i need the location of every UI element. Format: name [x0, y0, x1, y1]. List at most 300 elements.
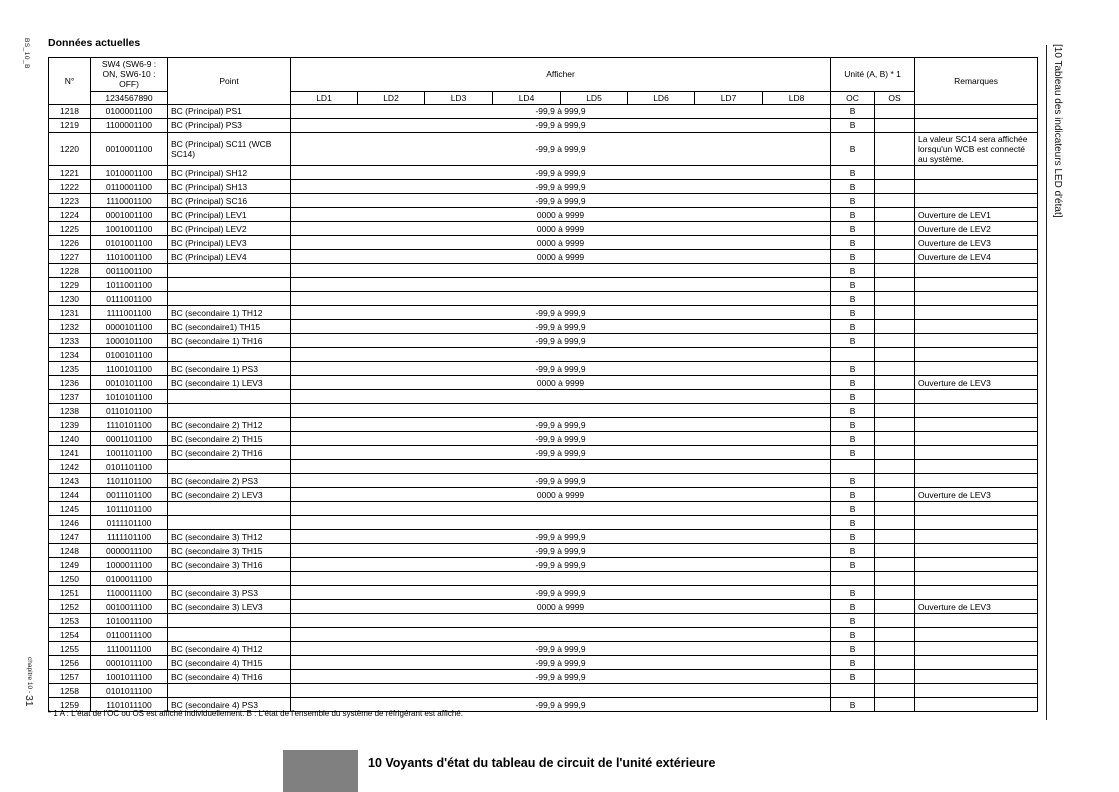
row-remarques	[915, 586, 1038, 600]
row-display-range: -99,9 à 999,9	[291, 474, 831, 488]
row-display-range: -99,9 à 999,9	[291, 544, 831, 558]
row-point: BC (secondaire 1) PS3	[168, 362, 291, 376]
row-display-range	[291, 264, 831, 278]
col-header-os: OS	[875, 91, 915, 104]
row-sw4-code: 1001011100	[91, 670, 168, 684]
table-row	[49, 194, 1038, 208]
row-unit-os	[875, 586, 915, 600]
row-point: BC (secondaire 1) LEV3	[168, 376, 291, 390]
col-header-unite: Unité (A, B) * 1	[831, 58, 915, 92]
row-remarques	[915, 390, 1038, 404]
table-row	[49, 362, 1038, 376]
row-number: 1244	[49, 488, 91, 502]
footer-heading: 10 Voyants d'état du tableau de circuit de l'unité extérieure	[368, 756, 716, 770]
row-unit-oc: B	[831, 558, 875, 572]
row-number: 1245	[49, 502, 91, 516]
row-unit-os	[875, 488, 915, 502]
row-sw4-code: 1110101100	[91, 418, 168, 432]
table-row	[49, 292, 1038, 306]
row-point: BC (secondaire 4) TH16	[168, 670, 291, 684]
row-display-range: 0000 à 9999	[291, 600, 831, 614]
row-unit-oc: B	[831, 118, 875, 132]
row-unit-oc: B	[831, 390, 875, 404]
row-sw4-code: 0000011100	[91, 544, 168, 558]
row-sw4-code: 0101011100	[91, 684, 168, 698]
row-point: BC (secondaire 3) TH15	[168, 544, 291, 558]
row-unit-oc: B	[831, 670, 875, 684]
row-unit-oc: B	[831, 628, 875, 642]
row-display-range: -99,9 à 999,9	[291, 166, 831, 180]
row-display-range: -99,9 à 999,9	[291, 446, 831, 460]
row-remarques	[915, 572, 1038, 586]
row-sw4-code: 1010101100	[91, 390, 168, 404]
row-sw4-code: 1010001100	[91, 166, 168, 180]
row-number: 1231	[49, 306, 91, 320]
row-sw4-code: 0010011100	[91, 600, 168, 614]
row-unit-oc: B	[831, 530, 875, 544]
row-unit-oc	[831, 572, 875, 586]
row-remarques	[915, 292, 1038, 306]
table-row	[49, 222, 1038, 236]
table-row	[49, 278, 1038, 292]
col-header-remarques: Remarques	[915, 58, 1038, 105]
table-row	[49, 446, 1038, 460]
row-sw4-code: 1000011100	[91, 558, 168, 572]
row-display-range: -99,9 à 999,9	[291, 530, 831, 544]
row-remarques	[915, 656, 1038, 670]
row-point: BC (secondaire 1) TH12	[168, 306, 291, 320]
row-point: BC (Principal) PS3	[168, 118, 291, 132]
row-display-range	[291, 572, 831, 586]
row-sw4-code: 0100011100	[91, 572, 168, 586]
row-display-range	[291, 404, 831, 418]
row-display-range: -99,9 à 999,9	[291, 642, 831, 656]
row-unit-oc: B	[831, 166, 875, 180]
row-display-range: 0000 à 9999	[291, 208, 831, 222]
row-unit-os	[875, 446, 915, 460]
table-row	[49, 684, 1038, 698]
row-sw4-code: 0100001100	[91, 104, 168, 118]
row-display-range: 0000 à 9999	[291, 250, 831, 264]
row-sw4-code: 0011001100	[91, 264, 168, 278]
col-header-ld6: LD6	[628, 91, 695, 104]
row-number: 1251	[49, 586, 91, 600]
row-display-range: -99,9 à 999,9	[291, 432, 831, 446]
row-remarques	[915, 614, 1038, 628]
row-sw4-code: 0110011100	[91, 628, 168, 642]
col-header-ld8: LD8	[763, 91, 831, 104]
row-sw4-code: 1001101100	[91, 446, 168, 460]
row-unit-oc: B	[831, 698, 875, 712]
row-unit-oc	[831, 348, 875, 362]
row-unit-oc: B	[831, 502, 875, 516]
row-point: BC (Principal) SC16	[168, 194, 291, 208]
row-point	[168, 572, 291, 586]
row-sw4-code: 1010011100	[91, 614, 168, 628]
row-unit-os	[875, 376, 915, 390]
row-point	[168, 404, 291, 418]
row-number: 1225	[49, 222, 91, 236]
row-remarques	[915, 320, 1038, 334]
row-remarques	[915, 460, 1038, 474]
row-sw4-code: 0101001100	[91, 236, 168, 250]
row-unit-os	[875, 250, 915, 264]
row-remarques	[915, 418, 1038, 432]
col-header-point: Point	[168, 58, 291, 105]
row-unit-oc	[831, 460, 875, 474]
row-remarques	[915, 194, 1038, 208]
table-row	[49, 586, 1038, 600]
row-display-range	[291, 460, 831, 474]
table-row	[49, 334, 1038, 348]
table-row	[49, 404, 1038, 418]
row-remarques: Ouverture de LEV3	[915, 600, 1038, 614]
row-point: BC (Principal) SH13	[168, 180, 291, 194]
table-row	[49, 166, 1038, 180]
table-row	[49, 614, 1038, 628]
row-unit-oc: B	[831, 614, 875, 628]
row-number: 1219	[49, 118, 91, 132]
row-number: 1237	[49, 390, 91, 404]
row-number: 1243	[49, 474, 91, 488]
chapter-label: chapitre 10 -	[26, 657, 33, 695]
table-row	[49, 502, 1038, 516]
row-point: BC (secondaire 2) TH16	[168, 446, 291, 460]
row-sw4-code: 0011101100	[91, 488, 168, 502]
row-unit-oc: B	[831, 264, 875, 278]
table-row	[49, 558, 1038, 572]
col-header-ld5: LD5	[561, 91, 628, 104]
row-unit-os	[875, 390, 915, 404]
row-point	[168, 348, 291, 362]
row-point: BC (Principal) LEV2	[168, 222, 291, 236]
row-number: 1249	[49, 558, 91, 572]
row-point	[168, 460, 291, 474]
row-display-range: -99,9 à 999,9	[291, 118, 831, 132]
row-unit-oc: B	[831, 334, 875, 348]
row-number: 1234	[49, 348, 91, 362]
table-row	[49, 460, 1038, 474]
row-remarques	[915, 306, 1038, 320]
row-display-range	[291, 516, 831, 530]
row-unit-oc: B	[831, 278, 875, 292]
row-unit-os	[875, 670, 915, 684]
row-point: BC (secondaire 3) TH12	[168, 530, 291, 544]
row-unit-os	[875, 614, 915, 628]
row-number: 1229	[49, 278, 91, 292]
section-title: Données actuelles	[48, 37, 141, 49]
row-remarques	[915, 642, 1038, 656]
row-display-range	[291, 278, 831, 292]
row-unit-os	[875, 404, 915, 418]
row-sw4-code: 1111001100	[91, 306, 168, 320]
table-row	[49, 118, 1038, 132]
row-number: 1250	[49, 572, 91, 586]
row-point	[168, 628, 291, 642]
row-sw4-code: 1100011100	[91, 586, 168, 600]
row-remarques	[915, 166, 1038, 180]
row-remarques	[915, 544, 1038, 558]
row-sw4-code: 1011101100	[91, 502, 168, 516]
row-unit-oc: B	[831, 656, 875, 670]
row-number: 1235	[49, 362, 91, 376]
row-remarques	[915, 118, 1038, 132]
row-number: 1254	[49, 628, 91, 642]
table-row	[49, 432, 1038, 446]
row-display-range: -99,9 à 999,9	[291, 586, 831, 600]
row-display-range: -99,9 à 999,9	[291, 698, 831, 712]
row-number: 1246	[49, 516, 91, 530]
row-display-range: -99,9 à 999,9	[291, 132, 831, 166]
row-display-range: -99,9 à 999,9	[291, 306, 831, 320]
col-header-ld4: LD4	[493, 91, 561, 104]
led-status-table	[48, 57, 1038, 712]
row-remarques	[915, 628, 1038, 642]
row-point: BC (Principal) LEV1	[168, 208, 291, 222]
row-unit-oc: B	[831, 488, 875, 502]
row-unit-os	[875, 118, 915, 132]
row-unit-os	[875, 544, 915, 558]
row-display-range: 0000 à 9999	[291, 376, 831, 390]
row-unit-oc	[831, 684, 875, 698]
row-display-range: -99,9 à 999,9	[291, 418, 831, 432]
row-unit-os	[875, 208, 915, 222]
row-unit-os	[875, 656, 915, 670]
table-row	[49, 670, 1038, 684]
row-display-range: -99,9 à 999,9	[291, 194, 831, 208]
row-point: BC (secondaire 2) TH12	[168, 418, 291, 432]
table-row	[49, 306, 1038, 320]
row-unit-os	[875, 348, 915, 362]
row-sw4-code: 0001001100	[91, 208, 168, 222]
row-unit-oc: B	[831, 208, 875, 222]
row-unit-os	[875, 600, 915, 614]
row-sw4-code: 0110001100	[91, 180, 168, 194]
col-header-afficher: Afficher	[291, 58, 831, 92]
table-row	[49, 474, 1038, 488]
row-number: 1259	[49, 698, 91, 712]
row-sw4-code: 0110101100	[91, 404, 168, 418]
row-number: 1222	[49, 180, 91, 194]
row-sw4-code: 1111101100	[91, 530, 168, 544]
row-point	[168, 390, 291, 404]
row-point	[168, 264, 291, 278]
row-unit-os	[875, 418, 915, 432]
row-sw4-code: 0001101100	[91, 432, 168, 446]
col-header-ld1: LD1	[291, 91, 358, 104]
row-point	[168, 502, 291, 516]
row-remarques	[915, 698, 1038, 712]
row-unit-oc: B	[831, 404, 875, 418]
row-sw4-code: 0100101100	[91, 348, 168, 362]
row-number: 1218	[49, 104, 91, 118]
row-unit-oc: B	[831, 104, 875, 118]
row-display-range	[291, 684, 831, 698]
row-unit-os	[875, 698, 915, 712]
row-unit-os	[875, 222, 915, 236]
row-unit-os	[875, 180, 915, 194]
table-row	[49, 250, 1038, 264]
row-unit-oc: B	[831, 474, 875, 488]
row-display-range	[291, 628, 831, 642]
row-point: BC (secondaire 4) PS3	[168, 698, 291, 712]
row-sw4-code: 0010101100	[91, 376, 168, 390]
row-number: 1221	[49, 166, 91, 180]
row-unit-oc: B	[831, 194, 875, 208]
row-point: BC (secondaire 3) TH16	[168, 558, 291, 572]
row-sw4-code: 0101101100	[91, 460, 168, 474]
row-display-range: -99,9 à 999,9	[291, 670, 831, 684]
row-display-range: 0000 à 9999	[291, 488, 831, 502]
row-number: 1256	[49, 656, 91, 670]
row-sw4-code: 1110001100	[91, 194, 168, 208]
row-unit-os	[875, 194, 915, 208]
table-row	[49, 656, 1038, 670]
row-unit-oc: B	[831, 446, 875, 460]
row-unit-os	[875, 236, 915, 250]
row-remarques: Ouverture de LEV1	[915, 208, 1038, 222]
row-number: 1227	[49, 250, 91, 264]
row-point: BC (secondaire 2) PS3	[168, 474, 291, 488]
row-display-range: 0000 à 9999	[291, 222, 831, 236]
row-sw4-code: 1011001100	[91, 278, 168, 292]
table-row	[49, 390, 1038, 404]
table-row	[49, 544, 1038, 558]
row-number: 1223	[49, 194, 91, 208]
row-remarques	[915, 278, 1038, 292]
row-number: 1228	[49, 264, 91, 278]
row-sw4-code: 1100101100	[91, 362, 168, 376]
row-point	[168, 292, 291, 306]
row-point	[168, 278, 291, 292]
row-display-range	[291, 348, 831, 362]
margin-label-section: [10 Tableau des indicateurs LED d'état]	[1052, 44, 1063, 218]
row-unit-os	[875, 460, 915, 474]
row-remarques: Ouverture de LEV4	[915, 250, 1038, 264]
table-row	[49, 132, 1038, 166]
row-point: BC (secondaire 3) LEV3	[168, 600, 291, 614]
row-unit-os	[875, 684, 915, 698]
col-header-ld3: LD3	[425, 91, 493, 104]
row-sw4-code: 0000101100	[91, 320, 168, 334]
row-display-range: -99,9 à 999,9	[291, 558, 831, 572]
table-row	[49, 320, 1038, 334]
row-number: 1232	[49, 320, 91, 334]
row-unit-os	[875, 306, 915, 320]
row-number: 1253	[49, 614, 91, 628]
col-header-oc: OC	[831, 91, 875, 104]
row-number: 1236	[49, 376, 91, 390]
col-header-ld7: LD7	[695, 91, 763, 104]
row-unit-os	[875, 278, 915, 292]
table-row	[49, 600, 1038, 614]
col-header-sw4-digits: 1234567890	[91, 91, 168, 104]
row-unit-os	[875, 264, 915, 278]
row-unit-oc: B	[831, 250, 875, 264]
row-point: BC (secondaire 3) PS3	[168, 586, 291, 600]
row-remarques	[915, 502, 1038, 516]
right-margin-rule	[1046, 45, 1047, 720]
margin-label-doc-code: BS_10_B	[23, 38, 30, 69]
row-sw4-code: 1110011100	[91, 642, 168, 656]
row-point: BC (secondaire 4) TH15	[168, 656, 291, 670]
row-unit-oc: B	[831, 222, 875, 236]
col-header-num: N°	[49, 58, 91, 105]
row-remarques	[915, 474, 1038, 488]
row-unit-oc: B	[831, 516, 875, 530]
row-remarques	[915, 348, 1038, 362]
table-row	[49, 488, 1038, 502]
table-row	[49, 642, 1038, 656]
row-point: BC (Principal) PS1	[168, 104, 291, 118]
row-remarques	[915, 684, 1038, 698]
table-row	[49, 208, 1038, 222]
table-row	[49, 376, 1038, 390]
row-remarques	[915, 432, 1038, 446]
table-row	[49, 516, 1038, 530]
row-unit-oc: B	[831, 642, 875, 656]
row-unit-os	[875, 516, 915, 530]
row-point: BC (secondaire 2) LEV3	[168, 488, 291, 502]
row-remarques: Ouverture de LEV3	[915, 376, 1038, 390]
row-remarques	[915, 180, 1038, 194]
col-header-sw4: SW4 (SW6-9 : ON, SW6-10 : OFF)	[91, 58, 168, 92]
row-unit-os	[875, 166, 915, 180]
row-point: BC (secondaire 2) TH15	[168, 432, 291, 446]
row-unit-os	[875, 502, 915, 516]
row-sw4-code: 0111101100	[91, 516, 168, 530]
row-display-range: -99,9 à 999,9	[291, 104, 831, 118]
row-display-range	[291, 292, 831, 306]
row-display-range	[291, 390, 831, 404]
page-number: 31	[23, 694, 35, 707]
row-number: 1233	[49, 334, 91, 348]
row-remarques	[915, 404, 1038, 418]
row-point: BC (secondaire1) TH15	[168, 320, 291, 334]
row-sw4-code: 0001011100	[91, 656, 168, 670]
row-display-range	[291, 502, 831, 516]
row-display-range	[291, 614, 831, 628]
row-number: 1238	[49, 404, 91, 418]
footer-gray-box	[283, 750, 358, 792]
footnote: * 1 A : L'état de l'OC ou OS est affiché individuellement. B : L'état de l'ensemble du système de réfrigérant est affiché.	[48, 709, 463, 718]
row-remarques	[915, 670, 1038, 684]
table-row	[49, 104, 1038, 118]
row-point: BC (secondaire 4) TH12	[168, 642, 291, 656]
row-unit-oc: B	[831, 292, 875, 306]
table-body	[49, 104, 1038, 712]
row-sw4-code: 1101001100	[91, 250, 168, 264]
row-unit-os	[875, 572, 915, 586]
row-unit-oc: B	[831, 418, 875, 432]
row-remarques: Ouverture de LEV3	[915, 488, 1038, 502]
row-remarques	[915, 516, 1038, 530]
col-header-ld2: LD2	[358, 91, 425, 104]
row-number: 1224	[49, 208, 91, 222]
row-sw4-code: 1000101100	[91, 334, 168, 348]
row-remarques	[915, 334, 1038, 348]
row-sw4-code: 1100001100	[91, 118, 168, 132]
row-unit-oc: B	[831, 376, 875, 390]
row-number: 1242	[49, 460, 91, 474]
row-unit-os	[875, 474, 915, 488]
row-point	[168, 684, 291, 698]
row-remarques: La valeur SC14 sera affichée lorsqu'un WCB est connecté au système.	[915, 132, 1038, 166]
row-remarques: Ouverture de LEV2	[915, 222, 1038, 236]
row-unit-os	[875, 334, 915, 348]
row-point	[168, 516, 291, 530]
row-unit-os	[875, 530, 915, 544]
